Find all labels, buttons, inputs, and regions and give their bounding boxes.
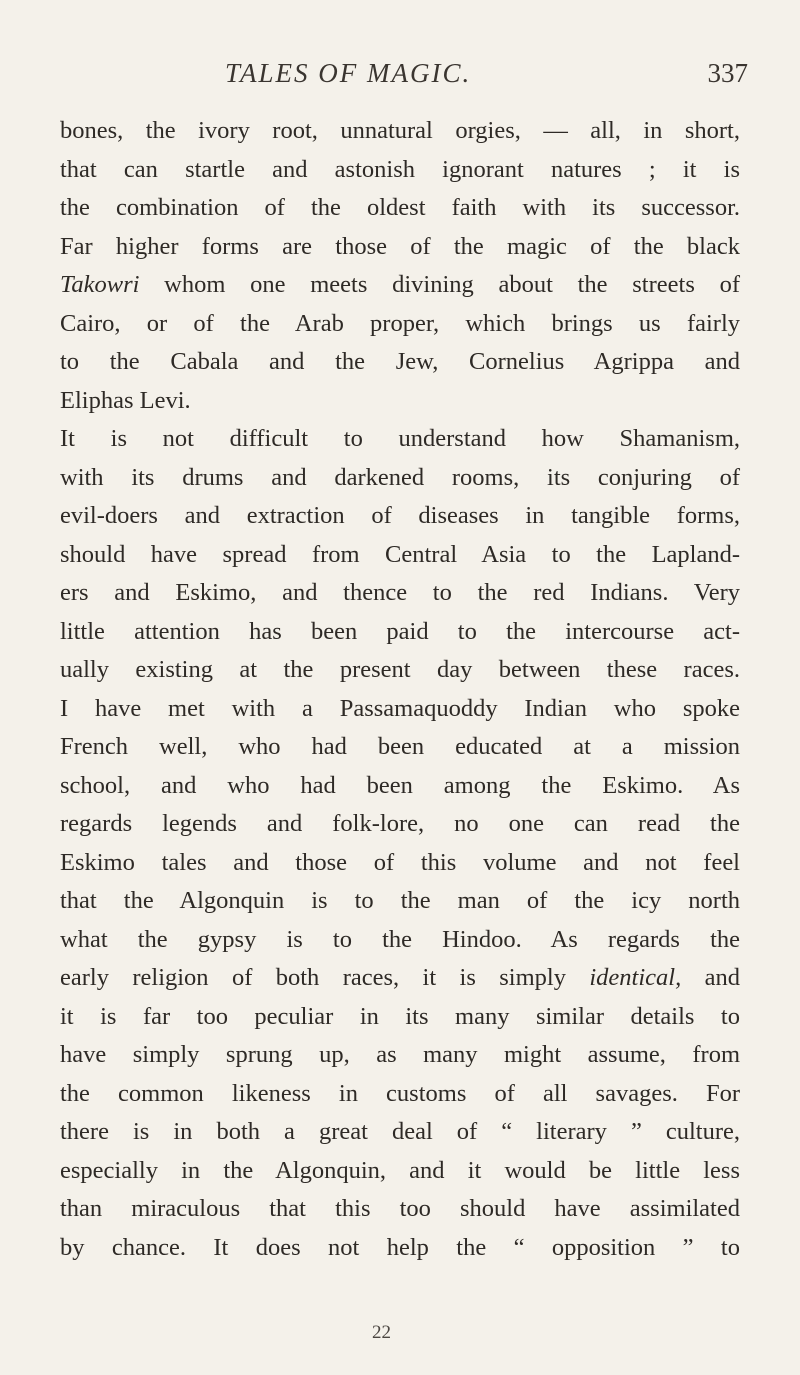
running-head-title: TALES OF MAGIC. bbox=[225, 58, 472, 88]
text-line: It is not difficult to understand how Shamanism, bbox=[60, 425, 740, 452]
text-line: it is far too peculiar in its many similar details to bbox=[60, 1002, 740, 1030]
text-line: especially in the Algonquin, and it would be little less bbox=[60, 1156, 740, 1184]
signature-mark: 22 bbox=[372, 1322, 391, 1343]
text-line: the common likeness in customs of all savages. For bbox=[60, 1079, 740, 1107]
text-line: ers and Eskimo, and thence to the red Indians. Very bbox=[60, 579, 740, 606]
page-number: 337 bbox=[707, 58, 748, 88]
text-line: Eliphas Levi. bbox=[60, 386, 191, 414]
text-line: early religion of both races, it is simply identical, and bbox=[60, 964, 741, 991]
text-line: the combination of the oldest faith with its successor. bbox=[60, 194, 740, 221]
text-line: should have spread from Central Asia to the Lapland- bbox=[60, 540, 740, 568]
text-line: Cairo, or of the Arab proper, which brings us fairly bbox=[60, 309, 740, 337]
text-line: Eskimo tales and those of this volume and not feel bbox=[60, 848, 740, 876]
text-line: French well, who had been educated at a mission bbox=[60, 733, 740, 760]
italic-word: identical, bbox=[589, 964, 682, 991]
text-line: Far higher forms are those of the magic of the black bbox=[60, 232, 740, 260]
text-line: that can startle and astonish ignorant natures ; it is bbox=[60, 155, 740, 183]
text-line: there is in both a great deal of “ literary ” culture, bbox=[60, 1118, 740, 1145]
text-line: little attention has been paid to the intercourse act- bbox=[60, 617, 740, 645]
italic-word: Takowri bbox=[60, 271, 140, 298]
text-line: evil-doers and extraction of diseases in tangible forms, bbox=[60, 502, 740, 529]
body-text bbox=[60, 112, 740, 1267]
text-line: school, and who had been among the Eskimo. As bbox=[60, 771, 740, 799]
text-line: with its drums and darkened rooms, its conjuring of bbox=[60, 463, 740, 491]
text-line: regards legends and folk-lore, no one can read the bbox=[60, 810, 740, 837]
text-line: than miraculous that this too should have assimilated bbox=[60, 1195, 740, 1222]
text-line: bones, the ivory root, unnatural orgies, — all, in short, bbox=[60, 117, 740, 144]
text-line: ually existing at the present day between these races. bbox=[60, 656, 740, 683]
text-line: by chance. It does not help the “ opposition ” to bbox=[60, 1233, 740, 1261]
text-line: that the Algonquin is to the man of the icy north bbox=[60, 887, 740, 914]
text-line: Takowri whom one meets divining about the streets of bbox=[60, 271, 740, 298]
text-line: have simply sprung up, as many might assume, from bbox=[60, 1041, 740, 1068]
text-line: what the gypsy is to the Hindoo. As regards the bbox=[60, 925, 740, 953]
text-line: I have met with a Passamaquoddy Indian who spoke bbox=[60, 694, 740, 722]
text-line: to the Cabala and the Jew, Cornelius Agrippa and bbox=[60, 348, 740, 375]
